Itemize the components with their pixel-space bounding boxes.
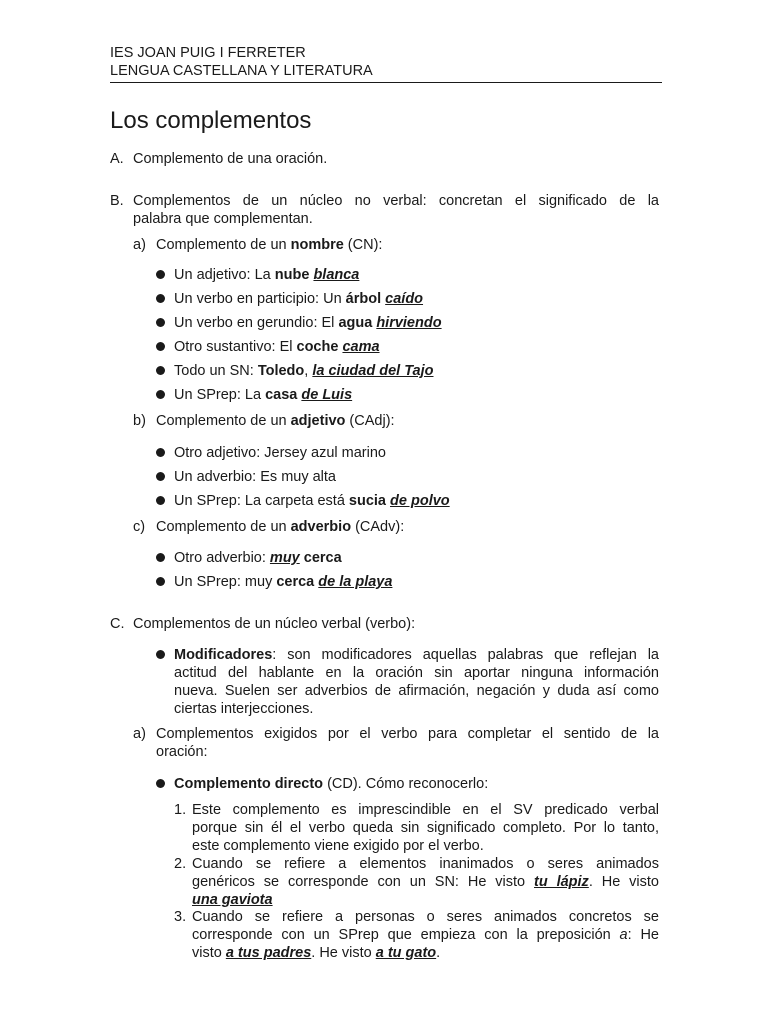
heading-text: Complemento de un — [156, 413, 291, 429]
item-example: de Luis — [301, 387, 353, 403]
sub-c-heading — [156, 518, 404, 536]
item-bold: Toledo — [257, 363, 305, 379]
bullet-icon — [156, 472, 165, 481]
bullet-icon — [156, 779, 165, 788]
point-number: 1. — [174, 802, 187, 818]
bullet-icon — [156, 270, 165, 279]
point-number: 2. — [174, 856, 187, 872]
bullet-icon — [156, 577, 165, 586]
heading-bold: nombre — [290, 237, 344, 253]
item-example: muy — [269, 550, 300, 566]
bullet-icon — [156, 318, 165, 327]
sub-b-heading — [156, 412, 395, 430]
paragraph-line: oración: — [156, 744, 208, 760]
section-c-label: C. — [110, 616, 125, 632]
list-item — [174, 314, 442, 332]
line-text: : son modificadores aquellas palabras que reflejan la — [272, 647, 659, 663]
page-title: Los complementos — [110, 107, 312, 134]
sub-a-heading — [156, 236, 382, 254]
point-1 — [192, 801, 659, 855]
item-bold: casa — [265, 387, 298, 403]
line-text: genéricos se corresponde con un SN: He visto — [192, 874, 534, 890]
item-bold: agua — [338, 315, 373, 331]
preposition: a — [619, 927, 628, 943]
modifiers-term: Modificadores — [174, 647, 273, 663]
item-sep: , — [304, 363, 313, 379]
list-item — [174, 290, 423, 308]
section-c-text: Complementos de un núcleo verbal (verbo): — [133, 616, 416, 632]
paragraph-line: actitud del hablante en la oración sin aportar ninguna información — [174, 665, 659, 681]
section-b-label: B. — [110, 193, 124, 209]
item-bold: nube — [274, 267, 310, 283]
paragraph-line — [192, 926, 659, 944]
section-b-text — [133, 192, 659, 228]
item-text: Todo un SN: — [174, 363, 258, 379]
line-text: . He visto — [588, 874, 659, 890]
item-text: Un adjetivo: La — [174, 267, 275, 283]
school-name: IES JOAN PUIG I FERRETER — [110, 45, 306, 61]
line-text: corresponde con un SPrep que empieza con la preposición — [192, 927, 620, 943]
heading-bold: adverbio — [290, 519, 352, 535]
paragraph-line: este complemento viene exigido por el verbo. — [192, 838, 484, 854]
item-example: caído — [385, 291, 424, 307]
item-text: Un verbo en participio: Un — [174, 291, 346, 307]
paragraph-line: Complementos exigidos por el verbo para completar el sentido de la — [156, 726, 659, 742]
cd-heading — [174, 775, 488, 793]
heading-text: (CN): — [343, 237, 383, 253]
heading-text: Complemento de un — [156, 519, 291, 535]
point-2 — [192, 855, 659, 909]
sub-ca-text — [156, 725, 659, 761]
item-bold: árbol — [345, 291, 382, 307]
item-text: Otro adverbio: — [174, 550, 270, 566]
heading-text: (CAdv): — [351, 519, 405, 535]
item-bold: coche — [296, 339, 339, 355]
item-example: de polvo — [390, 493, 450, 509]
section-a-label: A. — [110, 151, 124, 167]
paragraph-line: nueva. Suelen ser adverbios de afirmación, negación y duda así como — [174, 683, 659, 699]
item-example: de la playa — [318, 574, 393, 590]
item-example: hirviendo — [376, 315, 442, 331]
point-number: 3. — [174, 909, 187, 925]
paragraph-line — [192, 944, 659, 962]
paragraph-line: Este complemento es imprescindible en el SV predicado verbal — [192, 802, 659, 818]
list-item — [174, 386, 352, 404]
item-text: Un SPrep: muy — [174, 574, 277, 590]
modifiers-paragraph — [174, 646, 659, 718]
line-text: : He — [627, 927, 660, 943]
list-item: Otro adjetivo: Jersey azul marino — [174, 445, 386, 461]
item-text: Un SPrep: La carpeta está — [174, 493, 349, 509]
list-item: Un adverbio: Es muy alta — [174, 469, 336, 485]
cd-term: Complemento directo — [174, 776, 324, 792]
bullet-icon — [156, 496, 165, 505]
item-text: Otro sustantivo: El — [174, 339, 297, 355]
item-example: la ciudad del Tajo — [312, 363, 434, 379]
item-bold: sucia — [348, 493, 386, 509]
sub-a-label: a) — [133, 237, 146, 253]
line-text: . He visto — [311, 945, 376, 961]
line-text: . — [436, 945, 441, 961]
section-b-line: Complementos de un núcleo no verbal: concretan el significado de la — [133, 193, 659, 209]
heading-text: (CD). Cómo reconocerlo: — [323, 776, 489, 792]
item-text: Un SPrep: La — [174, 387, 266, 403]
paragraph-line: porque sin él el verbo queda sin significado completo. Por lo tanto, — [192, 820, 659, 836]
bullet-icon — [156, 366, 165, 375]
document-header — [110, 44, 662, 80]
paragraph-line: Cuando se refiere a personas o seres animados concretos se — [192, 909, 659, 925]
sub-b-label: b) — [133, 413, 146, 429]
item-example: una gaviota — [192, 892, 273, 908]
list-item — [174, 362, 433, 380]
section-b-line: palabra que complementan. — [133, 211, 313, 227]
item-bold: cerca — [276, 574, 315, 590]
section-a-text: Complemento de una oración. — [133, 151, 328, 167]
paragraph-line: ciertas interjecciones. — [174, 701, 314, 717]
paragraph-line — [192, 873, 659, 891]
item-example: blanca — [313, 267, 360, 283]
list-item — [174, 266, 359, 284]
sub-c-label: c) — [133, 519, 146, 535]
paragraph-line: Cuando se refiere a elementos inanimados o seres animados — [192, 856, 659, 872]
point-3 — [192, 908, 659, 962]
item-bold: cerca — [303, 550, 342, 566]
paragraph-line — [192, 891, 659, 909]
item-example: tu lápiz — [534, 874, 589, 890]
heading-text: (CAdj): — [345, 413, 395, 429]
bullet-icon — [156, 553, 165, 562]
bullet-icon — [156, 390, 165, 399]
header-divider — [110, 82, 662, 83]
bullet-icon — [156, 650, 165, 659]
line-text: visto — [192, 945, 226, 961]
list-item — [174, 492, 450, 510]
heading-bold: adjetivo — [290, 413, 346, 429]
item-example: a tus padres — [225, 945, 312, 961]
subject-name: LENGUA CASTELLANA Y LITERATURA — [110, 63, 373, 79]
list-item — [174, 573, 392, 591]
bullet-icon — [156, 294, 165, 303]
item-example: a tu gato — [375, 945, 437, 961]
sub-ca-label: a) — [133, 726, 146, 742]
bullet-icon — [156, 448, 165, 457]
bullet-icon — [156, 342, 165, 351]
item-text: Un verbo en gerundio: El — [174, 315, 339, 331]
list-item — [174, 338, 380, 356]
item-example: cama — [342, 339, 380, 355]
paragraph-line — [174, 646, 659, 664]
list-item — [174, 549, 342, 567]
heading-text: Complemento de un — [156, 237, 291, 253]
